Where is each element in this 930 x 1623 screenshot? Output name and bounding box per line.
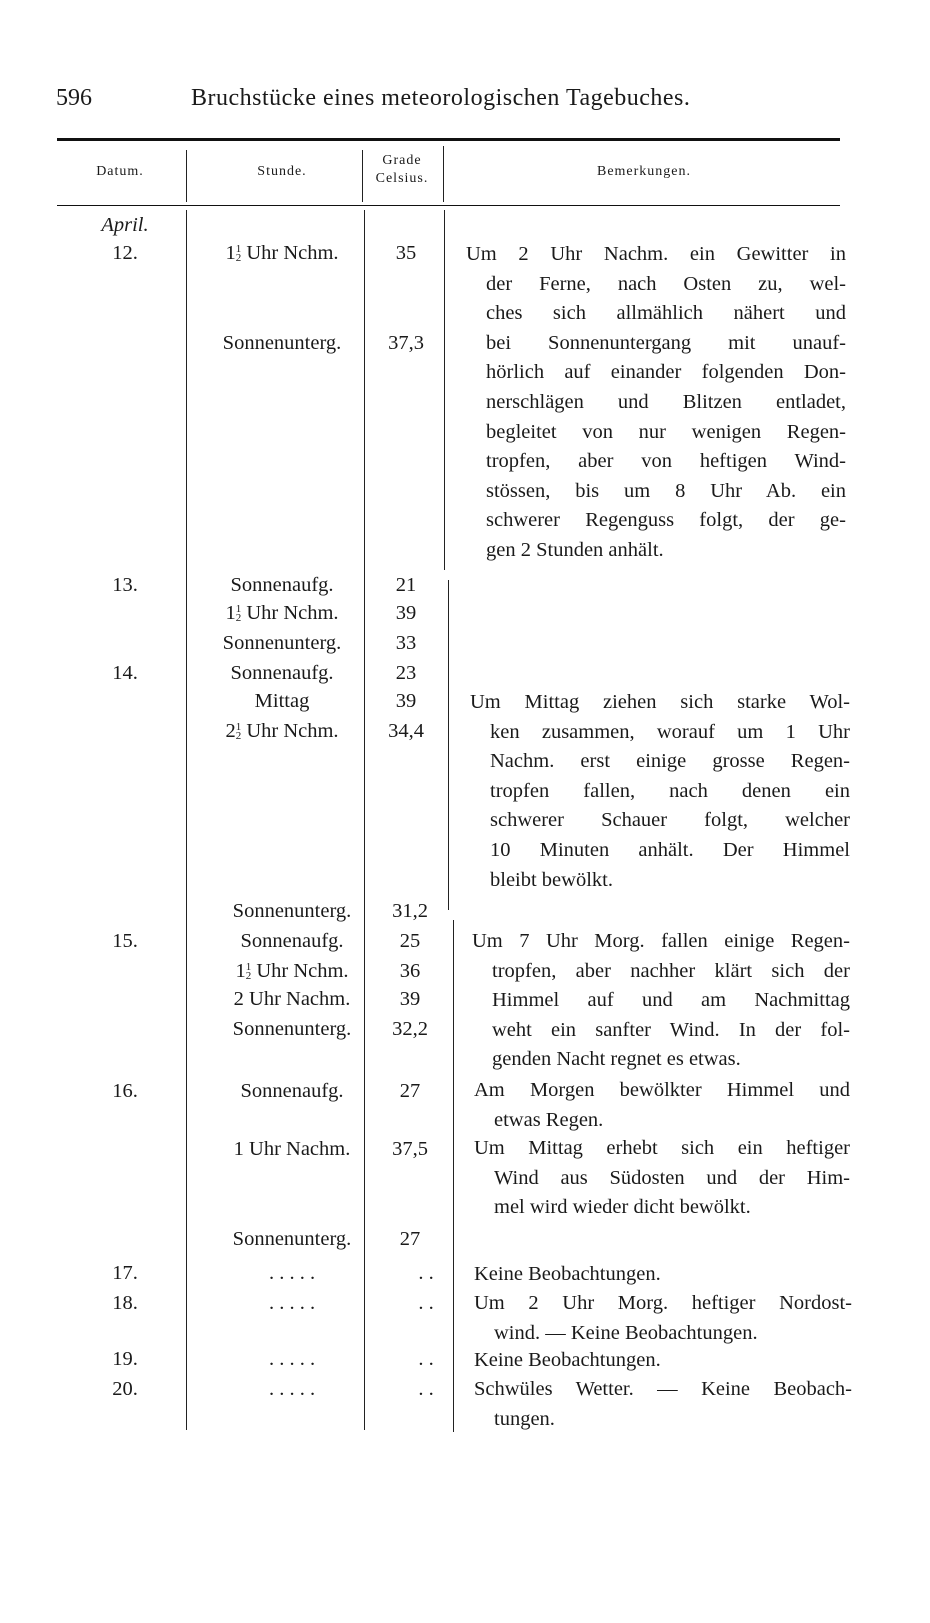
hour-20: . . . . . <box>268 1378 316 1400</box>
remark-line: hörlich auf einander folgenden Don- <box>486 361 846 384</box>
temp-16-c: 27 <box>399 1228 421 1250</box>
hour-13-c: Sonnenunterg. <box>222 632 342 654</box>
running-head <box>56 85 870 115</box>
remark-line: Nachm. erst einige grosse Regen- <box>490 750 850 773</box>
remark-17 <box>474 1260 850 1290</box>
month-label: April. <box>101 214 149 236</box>
hour-14-b: Mittag <box>254 690 310 712</box>
temp-20: . . <box>418 1378 434 1400</box>
remark-line: tropfen, aber von heftigen Wind- <box>486 450 846 473</box>
temp-17: . . <box>418 1262 434 1284</box>
remark-line: Um 7 Uhr Morg. fallen einige Regen- <box>472 930 850 952</box>
hour-14-a: Sonnenaufg. <box>230 662 334 684</box>
temp-12-b: 37,3 <box>388 332 424 354</box>
fraction-den: 2 <box>235 730 242 742</box>
temp-14-c: 34,4 <box>388 720 424 742</box>
date-15: 15. <box>112 930 138 952</box>
hour-14-d: Sonnenunterg. <box>232 900 352 922</box>
hour-12-b: Sonnenunterg. <box>222 332 342 354</box>
temp-14-b: 39 <box>395 690 417 712</box>
remark-line: tropfen fallen, nach denen ein <box>490 779 850 802</box>
remark-14 <box>470 688 850 895</box>
remark-line: mel wird wieder dicht bewölkt. <box>494 1196 751 1219</box>
column-divider-3a <box>444 210 445 570</box>
remark-line: tungen. <box>494 1407 555 1430</box>
temp-15-b: 36 <box>399 960 421 982</box>
hour-17: . . . . . <box>268 1262 316 1284</box>
remark-line: begleitet von nur wenigen Regen- <box>486 420 846 443</box>
remark-20 <box>474 1375 852 1434</box>
fraction-num: 1 <box>235 721 242 733</box>
header-rule <box>57 205 840 206</box>
remark-line: genden Nacht regnet es etwas. <box>492 1048 741 1071</box>
fraction-num: 1 <box>245 961 252 973</box>
temp-16-b: 37,5 <box>392 1138 428 1160</box>
hour-12-a <box>196 242 368 265</box>
remark-line: ches sich allmählich nähert und <box>486 302 846 325</box>
remark-line: gen 2 Stunden anhält. <box>486 538 664 561</box>
temp-13-a: 21 <box>395 574 417 596</box>
remark-line: Um 2 Uhr Morg. heftiger Nordost- <box>474 1292 852 1314</box>
remark-line: 10 Minuten anhält. Der Himmel <box>490 838 850 861</box>
remark-15 <box>472 927 850 1075</box>
column-divider-1 <box>186 210 187 1430</box>
fraction-den: 2 <box>235 612 242 624</box>
hour-15-b <box>206 960 378 983</box>
remark-line: Am Morgen bewölkter Himmel und <box>474 1079 850 1101</box>
remark-line: nerschlägen und Blitzen entladet, <box>486 390 846 413</box>
hour-prefix: 2 <box>225 720 236 742</box>
hour-text: Uhr Nchm. <box>246 720 339 742</box>
remark-line: Um Mittag erhebt sich ein heftiger <box>474 1137 850 1159</box>
hour-prefix: 1 <box>235 960 246 982</box>
remark-19 <box>474 1346 850 1376</box>
running-title: Bruchstücke eines meteorologischen Tagebuches. <box>191 85 691 111</box>
column-divider-3b <box>448 580 449 910</box>
column-header-grade-line2: Celsius. <box>375 171 429 186</box>
remark-12 <box>466 240 846 566</box>
hour-text: Uhr Nchm. <box>256 960 349 982</box>
fraction-half <box>236 605 242 623</box>
hour-16-a: Sonnenaufg. <box>240 1080 344 1102</box>
remark-line: der Ferne, nach Osten zu, wel- <box>486 272 846 295</box>
hour-prefix: 1 <box>225 602 236 624</box>
remark-line: Keine Beobachtungen. <box>474 1349 661 1371</box>
date-13: 13. <box>112 574 138 596</box>
remark-line: schwerer Schauer folgt, welcher <box>490 809 850 832</box>
fraction-half <box>246 963 252 981</box>
date-20: 20. <box>112 1378 138 1400</box>
hour-14-c <box>196 720 368 743</box>
remark-line: weht ein sanfter Wind. In der fol- <box>492 1018 850 1041</box>
temp-15-a: 25 <box>399 930 421 952</box>
remark-16-noon <box>474 1134 850 1223</box>
date-17: 17. <box>112 1262 138 1284</box>
column-header-grade-line1: Grade <box>382 153 422 168</box>
column-header-stunde: Stunde. <box>257 164 307 179</box>
remark-line: stössen, bis um 8 Uhr Ab. ein <box>486 479 846 502</box>
fraction-den: 2 <box>245 970 252 982</box>
hour-prefix: 1 <box>225 242 236 264</box>
remark-16-morning <box>474 1076 850 1135</box>
date-16: 16. <box>112 1080 138 1102</box>
remark-line: Himmel auf und am Nachmittag <box>492 989 850 1012</box>
hour-15-a: Sonnenaufg. <box>240 930 344 952</box>
hour-text: Uhr Nchm. <box>246 242 339 264</box>
date-19: 19. <box>112 1348 138 1370</box>
column-header-bemerkungen: Bemerkungen. <box>596 164 692 179</box>
remark-line: ken zusammen, worauf um 1 Uhr <box>490 720 850 743</box>
temp-13-b: 39 <box>395 602 417 624</box>
remark-line: tropfen, aber nachher klärt sich der <box>492 959 850 982</box>
remark-line: Schwüles Wetter. — Keine Beobach- <box>474 1378 852 1400</box>
temp-15-c: 39 <box>399 988 421 1010</box>
remark-line: schwerer Regenguss folgt, der ge- <box>486 509 846 532</box>
temp-16-a: 27 <box>399 1080 421 1102</box>
remark-line: wind. — Keine Beobachtungen. <box>494 1321 758 1344</box>
fraction-num: 1 <box>235 603 242 615</box>
remark-line: Um 2 Uhr Nachm. ein Gewitter in <box>466 243 846 265</box>
remark-line: Um Mittag ziehen sich starke Wol- <box>470 691 850 713</box>
remark-line: bei Sonnenuntergang mit unauf- <box>486 331 846 354</box>
remark-line: Wind aus Südosten und der Him- <box>494 1166 850 1189</box>
temp-14-d: 31,2 <box>392 900 428 922</box>
temp-12-a: 35 <box>395 242 417 264</box>
hour-19: . . . . . <box>268 1348 316 1370</box>
header-divider-3 <box>443 146 444 202</box>
header-divider-2 <box>362 150 363 202</box>
hour-18: . . . . . <box>268 1292 316 1314</box>
date-18: 18. <box>112 1292 138 1314</box>
date-14: 14. <box>112 662 138 684</box>
temp-18: . . <box>418 1292 434 1314</box>
temp-19: . . <box>418 1348 434 1370</box>
fraction-half <box>236 245 242 263</box>
fraction-half <box>236 723 242 741</box>
hour-text: Uhr Nchm. <box>246 602 339 624</box>
temp-13-c: 33 <box>395 632 417 654</box>
fraction-den: 2 <box>235 252 242 264</box>
hour-13-b <box>196 602 368 625</box>
hour-13-a: Sonnenaufg. <box>230 574 334 596</box>
temp-14-a: 23 <box>395 662 417 684</box>
remark-line: etwas Regen. <box>494 1108 604 1131</box>
header-divider-1 <box>186 150 187 202</box>
fraction-num: 1 <box>235 243 242 255</box>
temp-15-d: 32,2 <box>392 1018 428 1040</box>
hour-15-d: Sonnenunterg. <box>232 1018 352 1040</box>
column-header-datum: Datum. <box>96 164 144 179</box>
remark-18 <box>474 1289 852 1348</box>
hour-15-c: 2 Uhr Nachm. <box>233 988 351 1010</box>
column-header-grade <box>362 152 442 188</box>
date-12: 12. <box>112 242 138 264</box>
page-number: 596 <box>56 85 92 111</box>
remark-line: Keine Beobachtungen. <box>474 1263 661 1285</box>
remark-line: bleibt bewölkt. <box>490 868 613 891</box>
top-rule <box>57 138 840 141</box>
hour-16-b: 1 Uhr Nachm. <box>233 1138 351 1160</box>
hour-16-c: Sonnenunterg. <box>232 1228 352 1250</box>
